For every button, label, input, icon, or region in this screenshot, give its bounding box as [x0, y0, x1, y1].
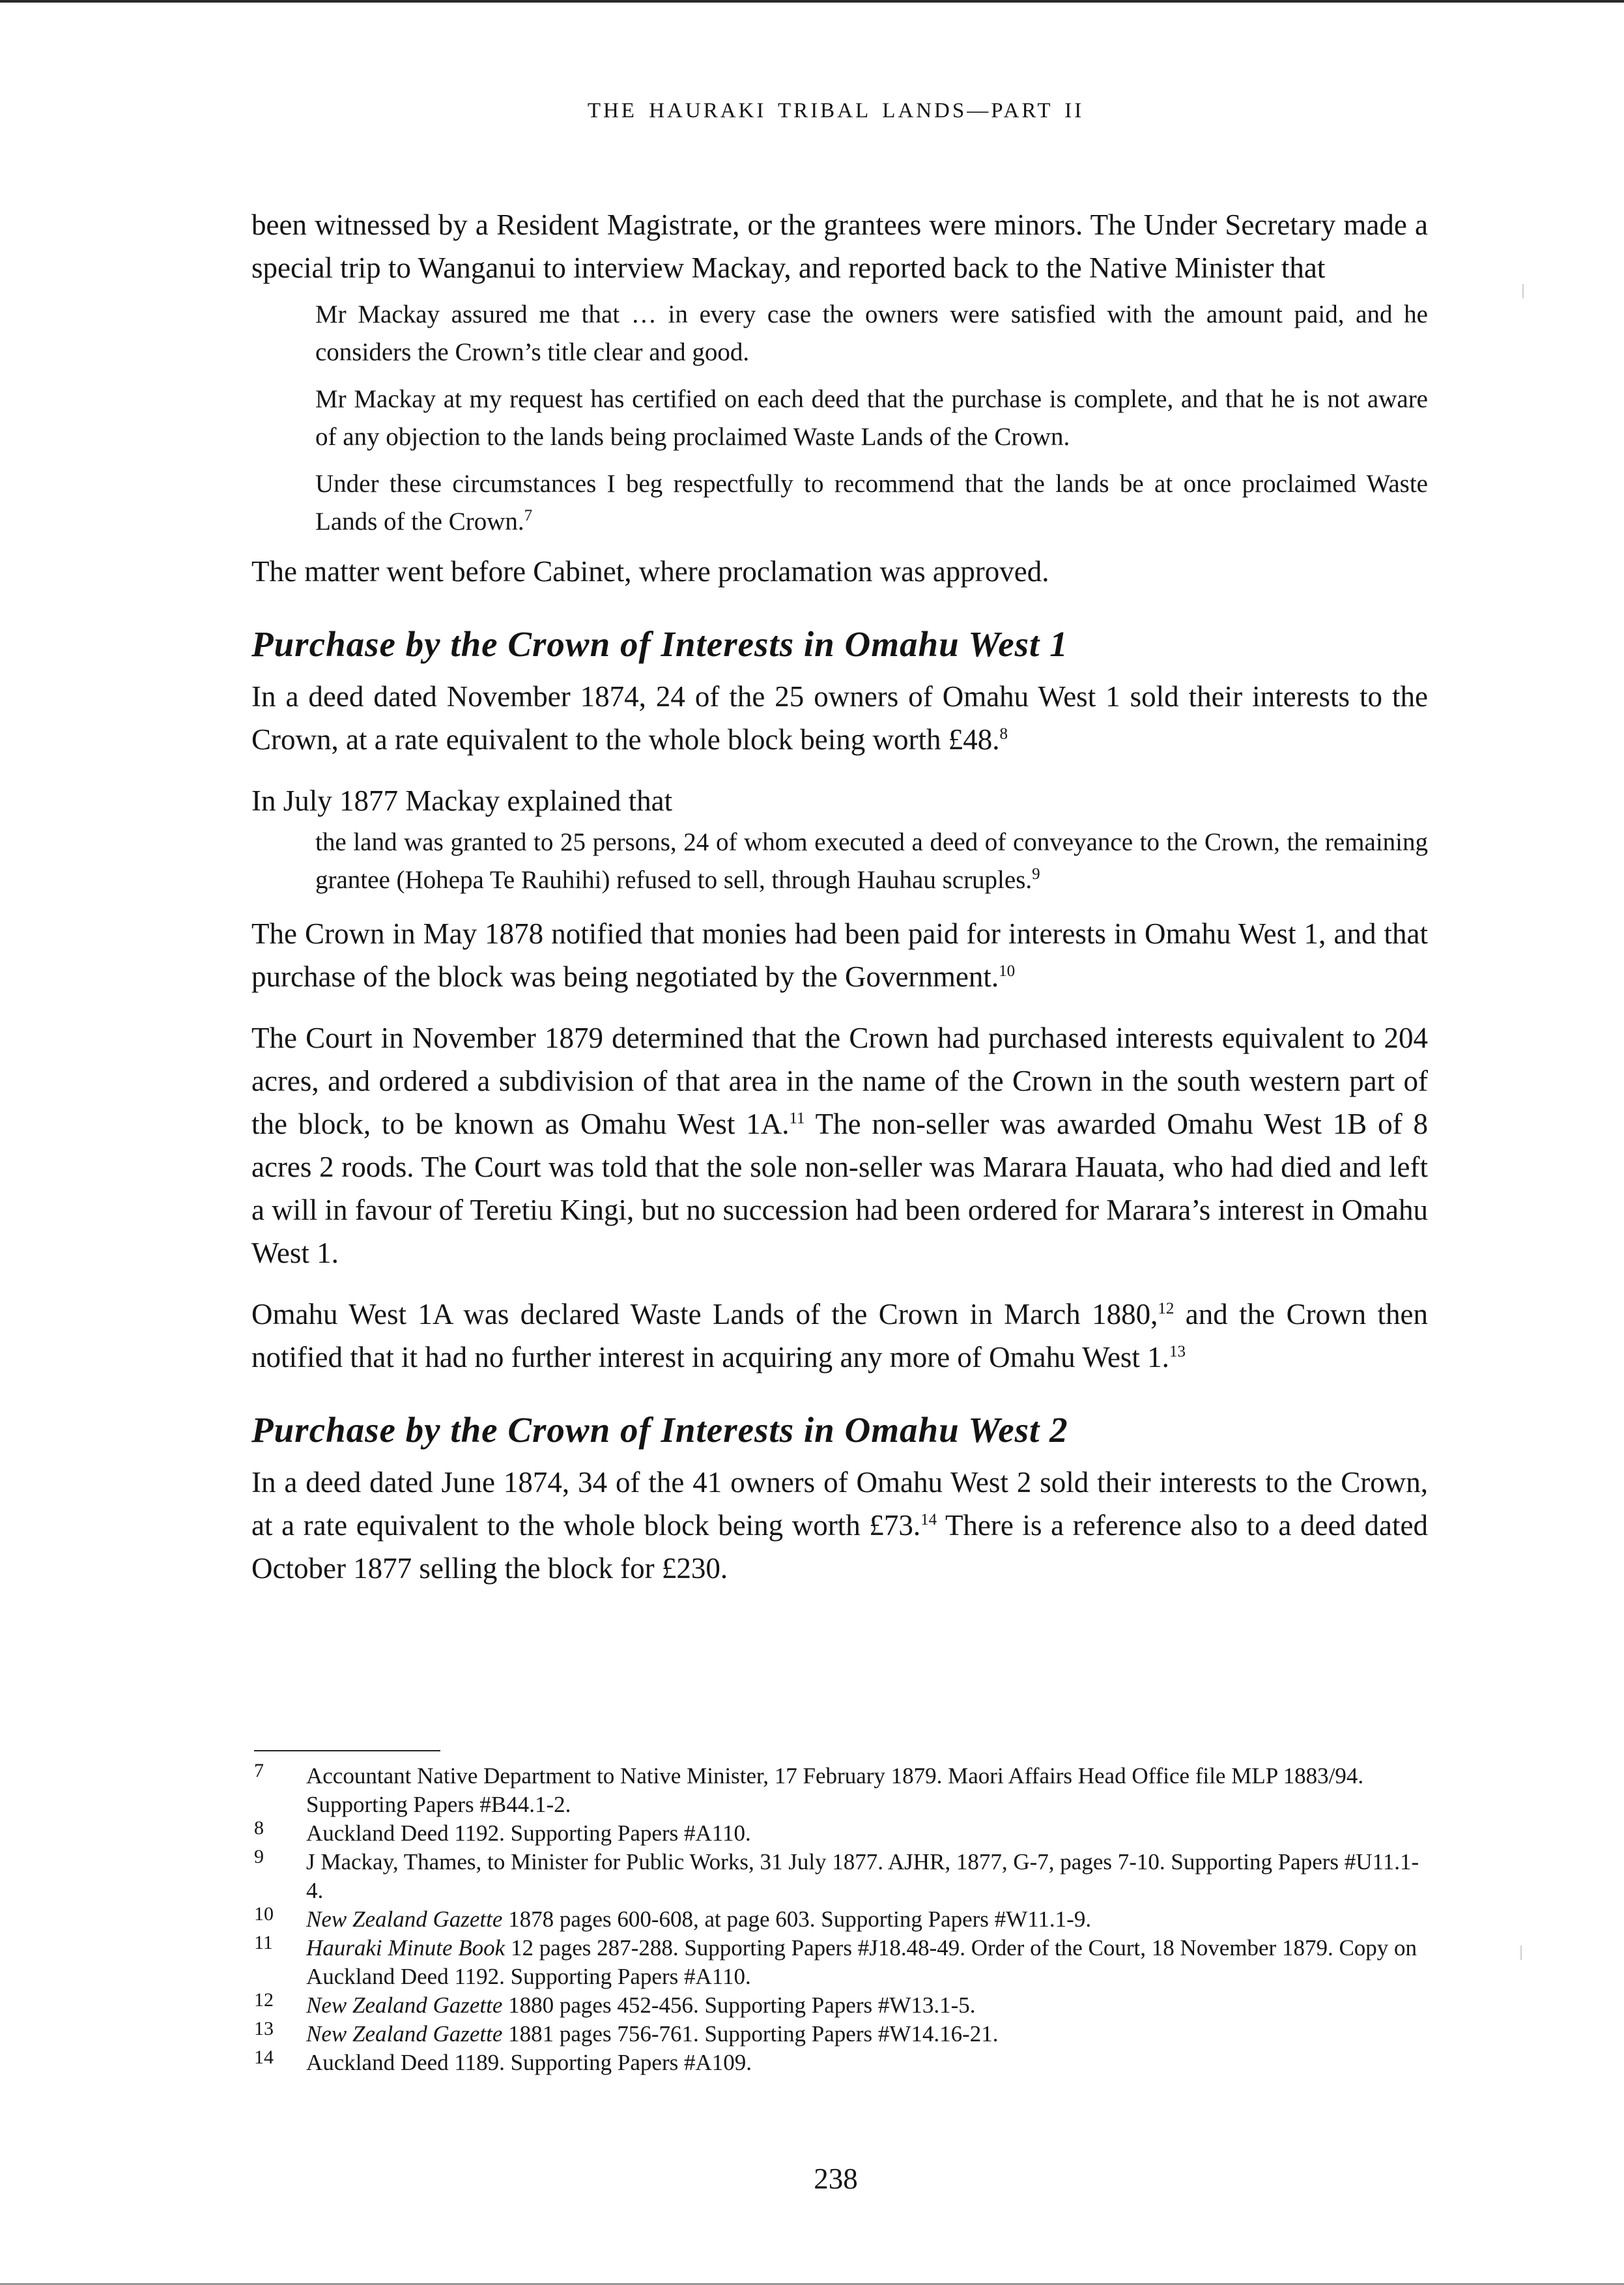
intro-paragraph: been witnessed by a Resident Magistrate, or the grantees were minors. The Under Secretary made a special trip to Wanganui to interview Mackay, and reported back to the Native Minister that [251, 208, 1428, 284]
footnote-10: 10 New Zealand Gazette 1878 pages 600-608, at page 603. Supporting Papers #W11.1-9. [254, 1903, 1092, 1932]
footnote-ref: 9 [1032, 865, 1040, 883]
section1-paragraph-5: Omahu West 1A was declared Waste Lands of the Crown in March 1880,12 and the Crown then notified that it had no further interest in acquiring any more of Omahu West 1.13 [251, 1298, 1429, 1373]
footnote-ref: 10 [999, 962, 1016, 980]
footnote-14: 14 Auckland Deed 1189. Supporting Papers #A109. [254, 2047, 752, 2075]
footnote-ref: 7 [524, 507, 533, 525]
footnotes [254, 1762, 1428, 2077]
running-head: THE HAURAKI TRIBAL LANDS—PART II [587, 99, 1085, 122]
section-heading-1: Purchase by the Crown of Interests in Omahu West 1 [251, 624, 1068, 664]
footnote-12: 12 New Zealand Gazette 1880 pages 452-456. Supporting Papers #W13.1-5. [254, 1989, 976, 2018]
page-number: 238 [814, 2163, 858, 2195]
footnote-9: 9 J Mackay, Thames, to Minister for Public Works, 31 July 1877. AJHR, 1877, G-7, pages 7-10. Supporting Papers #U11.1-4. [254, 1846, 1419, 1903]
section1-paragraph-4: The Court in November 1879 determined that the Crown had purchased interests equivalent to 204 acres, and ordered a subdivision of that area in the name of the Crown in the south western part of the block, to be known as Omahu West 1A.$^{11}$ The non-seller was awarded Omahu West 1B of 8 acres 2 roods. The Court was told that the sole non-seller was Marara Hauata, who had died and left a will in favour of Teretiu Kingi, but no succession had been ordered for Marara’s interest in Omahu West 1. [251, 1022, 1428, 1269]
footnote-rule [254, 1750, 440, 1751]
page-top-edge [0, 0, 1624, 3]
section1-paragraph-1: In a deed dated November 1874, 24 of the 25 owners of Omahu West 1 sold their interests to the Crown, at a rate equivalent to the whole block being worth £48.$^8$ [251, 680, 1428, 756]
scan-speck [1520, 1946, 1522, 1960]
footnote-13: 13 New Zealand Gazette 1881 pages 756-761. Supporting Papers #W14.16-21. [254, 2018, 999, 2047]
section1-paragraph-2: In July 1877 Mackay explained that [251, 784, 673, 817]
footnote-ref: 12 [1158, 1300, 1175, 1317]
quote-paragraph-1: Mr Mackay assured me that … in every case the owners were satisfied with the amount paid, and he considers the Crown’s title clear and good. [315, 300, 1428, 366]
section2-paragraph-1: In a deed dated June 1874, 34 of the 41 owners of Omahu West 2 sold their interests to the Crown, at a rate equivalent to the whole block being worth £73.14 There is a reference also to a deed dated October 1877 selling the block for £230. [251, 1466, 1428, 1585]
block-quote [315, 824, 1428, 899]
footnote-ref: 14 [920, 1511, 937, 1529]
footnote-8: 8 Auckland Deed 1192. Supporting Papers #A110. [254, 1817, 751, 1846]
body-text [251, 203, 1428, 1590]
footnote-ref: 13 [1169, 1343, 1186, 1360]
footnote-ref: 11 [789, 1110, 805, 1127]
section1-paragraph-3: The Crown in May 1878 notified that monies had been paid for interests in Omahu West 1, and that purchase of the block was being negotiated by the Government.$^{10}$ [251, 917, 1428, 993]
intro-paragraph-2: The matter went before Cabinet, where proclamation was approved. [251, 555, 1049, 588]
footnote-7: 7 Accountant Native Department to Native Minister, 17 February 1879. Maori Affairs Head Office file MLP 1883/94. Supporting Papers #B44.1-2. [254, 1760, 1364, 1817]
footnote-11: 11 Hauraki Minute Book 12 pages 287-288. Supporting Papers #J18.48-49. Order of the Court, 18 November 1879. Copy on Auckland Deed 1192. Supporting Papers #A110. [254, 1932, 1417, 1989]
quote-paragraph: the land was granted to 25 persons, 24 of whom executed a deed of conveyance to the Crown, the remaining grantee (Hohepa Te Rauhihi) refused to sell, through Hauhau scruples.$^9$ [315, 828, 1428, 894]
footnote-ref: 8 [999, 725, 1008, 743]
quote-paragraph-2: Mr Mackay at my request has certified on each deed that the purchase is complete, and that he is not aware of any objection to the lands being proclaimed Waste Lands of the Crown. [315, 385, 1428, 451]
scan-speck [1522, 284, 1524, 298]
section-heading-2: Purchase by the Crown of Interests in Omahu West 2 [251, 1410, 1068, 1450]
quote-paragraph-3: Under these circumstances I beg respectfully to recommend that the lands be at once proclaimed Waste Lands of the Crown.$^7$ [315, 470, 1428, 536]
block-quote [315, 296, 1428, 541]
